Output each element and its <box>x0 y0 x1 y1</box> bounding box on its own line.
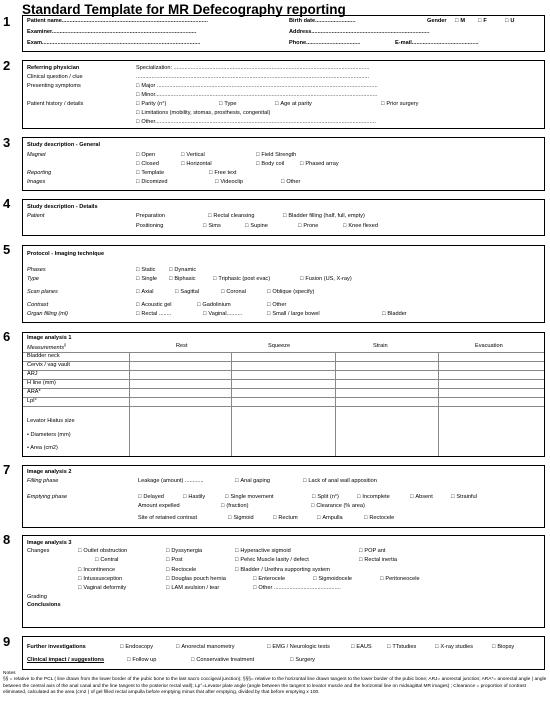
incontinence-checkbox[interactable]: □ Incontinence <box>78 568 115 574</box>
column-strain: Strain <box>373 343 388 349</box>
table-column-divider <box>129 352 130 456</box>
gender-m-checkbox[interactable]: □ M <box>455 19 465 25</box>
single-checkbox[interactable]: □ Single <box>136 277 157 283</box>
contrast-other-checkbox[interactable]: □ Other <box>267 303 286 309</box>
rectum-checkbox[interactable]: □ Rectum <box>273 516 298 522</box>
pelvic-laxity-checkbox[interactable]: □ Pelvic Muscle laxity / defect <box>235 558 309 564</box>
amount-expelled-label: Amount expelled <box>138 503 180 509</box>
address-field[interactable]: Address............................................................................ <box>289 29 430 35</box>
preparation-label: Preparation <box>136 213 165 219</box>
changes-other-field[interactable]: □ Other ........................................... <box>253 586 341 592</box>
fusion-checkbox[interactable]: □ Fusion (US, X-ray) <box>300 277 352 283</box>
lam-avulsion-checkbox[interactable]: □ LAM avulsion / tear <box>166 586 219 592</box>
section-further <box>22 636 545 670</box>
diameters-label: • Diameters (mm) <box>27 432 71 438</box>
fraction-checkbox[interactable]: □ (fraction) <box>221 504 248 510</box>
horizontal-checkbox[interactable]: □ Horizontal <box>181 162 212 168</box>
bladder-checkbox[interactable]: □ Bladder <box>382 312 407 318</box>
central-checkbox[interactable]: □ Central <box>95 558 118 564</box>
anal-gaping-checkbox[interactable]: □ Anal gaping <box>235 479 270 485</box>
table-row-label: H line (mm) <box>27 380 56 386</box>
rectocele-changes-checkbox[interactable]: □ Rectocele <box>166 568 196 574</box>
section-patient-info <box>22 15 545 52</box>
table-column-divider <box>231 352 232 456</box>
parity-checkbox[interactable]: □ Parity (n°) <box>136 102 166 108</box>
conclusions-label: Conclusions <box>27 602 61 608</box>
prone-checkbox[interactable]: □ Prone <box>298 224 318 230</box>
videoclip-checkbox[interactable]: □ Videoclip <box>215 180 243 186</box>
table-row-divider <box>23 388 544 389</box>
table-row-divider <box>23 406 544 407</box>
contrast-label: Contrast <box>27 302 49 308</box>
biphasic-checkbox[interactable]: □ Biphasic <box>169 277 196 283</box>
area-label: • Area (cm2) <box>27 445 58 451</box>
oblique-checkbox[interactable]: □ Oblique (specify) <box>267 290 314 296</box>
changes-label: Changes <box>27 548 50 554</box>
table-row-divider <box>23 370 544 371</box>
enterocele-checkbox[interactable]: □ Enterocele <box>253 577 285 583</box>
biopsy-checkbox[interactable]: □ Biopsy <box>492 645 514 651</box>
table-row-divider <box>23 361 544 362</box>
sagittal-checkbox[interactable]: □ Sagittal <box>175 290 199 296</box>
xray-checkbox[interactable]: □ X-ray studies <box>435 645 473 651</box>
clinical-impact-label: Clinical impact / suggestions <box>27 657 105 663</box>
endoscopy-checkbox[interactable]: □ Endoscopy <box>120 645 153 651</box>
history-other-field[interactable]: □ Other.............................................................................................................................................. <box>136 120 376 126</box>
acoustic-gel-checkbox[interactable]: □ Acoustic gel <box>136 303 172 309</box>
table-column-divider <box>335 352 336 456</box>
supine-checkbox[interactable]: □ Supine <box>245 224 268 230</box>
strainful-checkbox[interactable]: □ Strainful <box>451 495 477 501</box>
patient-name-field[interactable]: Patient name.............................................................................................. <box>27 18 208 24</box>
clinical-question-label: Clinical question / clue <box>27 74 83 80</box>
levator-hiatus-label: Levator Hiatus size <box>27 418 75 424</box>
absent-checkbox[interactable]: □ Absent <box>410 495 433 501</box>
free-text-checkbox[interactable]: □ Free text <box>209 171 236 177</box>
section-number-2: 2 <box>3 58 11 73</box>
table-row-label: Lpl° <box>27 398 37 404</box>
vaginal-deformity-checkbox[interactable]: □ Vaginal deformity <box>78 586 126 592</box>
page-title: Standard Template for MR Defecography reporting <box>22 2 346 17</box>
table-column-divider <box>438 352 439 456</box>
images-other-checkbox[interactable]: □ Other <box>281 180 300 186</box>
table-row-label: ARJ <box>27 371 38 377</box>
notes-text: §§ = relative to the PCL ( line drawn from the lower border of the pubic bone to the last sacro coccigeal junction); §§§= relative to the horizontal line drawn tangent to the lower border of the pubic bone; ARJ= anorectal junction; ARA*= anorectal angle ( angle between the central axis of the anal canal and the line tangent to the posterior rectal wall); Lp°=Levator plate angle (angle between the tangent to levator muscle and the horizontal line on midsagittal MR images) ; Clearance = proportion of contrast eliminated, calculated as the area (cm2 ) of gel filled rectal ampulla before emptying minus that after emptying, divided by that before emptying x 100. <box>3 677 547 696</box>
sims-checkbox[interactable]: □ Sims <box>203 224 221 230</box>
emg-checkbox[interactable]: □ EMG / Neurologic tests <box>267 645 330 651</box>
section-number-4: 4 <box>3 196 11 211</box>
table-row-label: ARA* <box>27 389 41 395</box>
coronal-checkbox[interactable]: □ Coronal <box>221 290 246 296</box>
phased-array-checkbox[interactable]: □ Phased array <box>300 162 339 168</box>
triphasic-checkbox[interactable]: □ Triphasic (post evac) <box>213 277 270 283</box>
specialization-field[interactable]: Specialization: .............................................................................................................................. <box>136 65 370 71</box>
dyssynergia-checkbox[interactable]: □ Dyssynergia <box>166 549 202 555</box>
field-strength-checkbox[interactable]: □ Field Strength <box>256 153 296 159</box>
image-analysis-2-heading: Image analysis 2 <box>27 469 72 475</box>
static-checkbox[interactable]: □ Static <box>136 268 155 274</box>
email-field[interactable]: E-mail........................................... <box>395 40 479 46</box>
clinical-question-field[interactable]: ...................................................................................................................................................... <box>136 74 370 80</box>
ampulla-checkbox[interactable]: □ Ampulla <box>317 516 343 522</box>
exam-field[interactable]: Exam...................................................................................................... <box>27 40 201 46</box>
dicomized-checkbox[interactable]: □ Dicomized <box>136 180 168 186</box>
single-movement-checkbox[interactable]: □ Single movement <box>225 495 274 501</box>
emptying-phase-label: Emptying phase <box>27 494 68 500</box>
section-number-3: 3 <box>3 135 11 150</box>
filling-phase-label: Filling phase <box>27 478 59 484</box>
column-squeeze: Squeeze <box>268 343 291 349</box>
hastily-checkbox[interactable]: □ Hastily <box>183 495 205 501</box>
follow-up-checkbox[interactable]: □ Follow up <box>127 658 156 664</box>
incomplete-checkbox[interactable]: □ Incomplete <box>357 495 390 501</box>
phone-field[interactable]: Phone................................... <box>289 40 361 46</box>
leakage-field[interactable]: Leakage (amount) ............ <box>138 478 204 484</box>
manometry-checkbox[interactable]: □ Anorectal manometry <box>176 645 235 651</box>
lack-apposition-checkbox[interactable]: □ Lack of anal wall apposition <box>303 479 377 485</box>
site-retained-label: Site of retained contrast <box>138 515 198 521</box>
section-referring <box>22 60 545 129</box>
limitations-checkbox[interactable]: □ Limitations (mobility, stomas, prosthesis, congenital) <box>136 111 270 117</box>
measurements-label: Measurements§ <box>27 342 67 351</box>
clearance-checkbox[interactable]: □ Clearance (% area) <box>311 504 365 510</box>
section-protocol <box>22 245 545 323</box>
section-image-analysis-3 <box>22 535 545 628</box>
magnet-label: Magnet <box>27 152 46 158</box>
major-field[interactable]: □ Major .............................................................................................................................................. <box>136 84 378 90</box>
type-checkbox[interactable]: □ Type <box>219 102 237 108</box>
protocol-heading: Protocol - Imaging technique <box>27 251 105 257</box>
section-number-7: 7 <box>3 462 11 477</box>
knee-flexed-checkbox[interactable]: □ Knee flexed <box>343 224 378 230</box>
section-image-analysis-2 <box>22 465 545 528</box>
study-general-heading: Study description - General <box>27 142 101 148</box>
column-evacuation: Evacuation <box>475 343 503 349</box>
section-number-9: 9 <box>3 634 11 649</box>
small-large-bowel-checkbox[interactable]: □ Small / large bowel <box>267 312 320 318</box>
rectal-cleansing-checkbox[interactable]: □ Rectal cleansing <box>208 214 254 220</box>
rectal-checkbox[interactable]: □ Rectal ........ <box>136 312 171 318</box>
sigmoid-checkbox[interactable]: □ Sigmoid <box>228 516 254 522</box>
presenting-label: Presenting symptoms <box>27 83 81 89</box>
template-checkbox[interactable]: □ Template <box>136 171 164 177</box>
intussusception-checkbox[interactable]: □ Intussusception <box>78 577 122 583</box>
table-row-divider <box>23 379 544 380</box>
patient-label: Patient <box>27 213 45 219</box>
table-row-divider <box>23 397 544 398</box>
positioning-label: Positioning <box>136 223 164 229</box>
gender-u-checkbox[interactable]: □ U <box>505 19 514 25</box>
sigmoidocele-checkbox[interactable]: □ Sigmoidocele <box>313 577 352 583</box>
ttstudies-checkbox[interactable]: □ TTstudies <box>387 645 416 651</box>
split-checkbox[interactable]: □ Split (n°) <box>312 495 339 501</box>
examiner-field[interactable]: Examiner............................................................................................. <box>27 29 197 35</box>
section-image-analysis-1 <box>22 332 545 457</box>
gadolinium-checkbox[interactable]: □ Gadolinium <box>197 303 231 309</box>
table-row-label: Bladder neck <box>27 353 60 359</box>
delayed-checkbox[interactable]: □ Delayed <box>138 495 164 501</box>
gender-label: Gender <box>427 18 447 24</box>
age-parity-checkbox[interactable]: □ Age at parity <box>275 102 312 108</box>
axial-checkbox[interactable]: □ Axial <box>136 290 154 296</box>
dynamic-checkbox[interactable]: □ Dynamic <box>169 268 196 274</box>
notes-heading: Notes <box>3 671 16 676</box>
images-label: Images <box>27 179 46 185</box>
section-study-details <box>22 199 545 236</box>
birth-date-field[interactable]: Birth date.......................... <box>289 18 356 24</box>
history-label: Patient history / details <box>27 101 84 107</box>
vaginal-checkbox[interactable]: □ Vaginal.......... <box>203 312 242 318</box>
peritoneocele-checkbox[interactable]: □ Peritoneocele <box>380 577 420 583</box>
rectal-inertia-checkbox[interactable]: □ Rectal inertia <box>359 558 397 564</box>
surgery-checkbox[interactable]: □ Surgery <box>290 658 315 664</box>
image-analysis-3-heading: Image analysis 3 <box>27 540 72 546</box>
study-details-heading: Study description - Details <box>27 204 98 210</box>
eaus-checkbox[interactable]: □ EAUS <box>351 645 372 651</box>
type-label: Type <box>27 276 40 282</box>
conservative-checkbox[interactable]: □ Conservative treatment <box>191 658 254 664</box>
table-row-label: Cervix / vag vault <box>27 362 70 368</box>
closed-checkbox[interactable]: □ Closed <box>136 162 159 168</box>
notes <box>3 671 547 697</box>
section-number-1: 1 <box>3 14 11 29</box>
further-investigations-label: Further investigations <box>27 644 86 650</box>
minor-field[interactable]: □ Minor............................................................................................................................................... <box>136 93 377 99</box>
scan-planes-label: Scan planes <box>27 289 58 295</box>
reporting-label: Reporting <box>27 170 52 176</box>
phases-label: Phases <box>27 267 46 273</box>
section-number-5: 5 <box>3 242 11 257</box>
prior-surgery-checkbox[interactable]: □ Prior surgery <box>381 102 418 108</box>
vertical-checkbox[interactable]: □ Vertical <box>181 153 205 159</box>
grading-label: Grading <box>27 594 47 600</box>
gender-f-checkbox[interactable]: □ F <box>478 19 487 25</box>
pop-ant-checkbox[interactable]: □ POP ant <box>359 549 385 555</box>
hyperactive-sigmoid-checkbox[interactable]: □ Hyperactive sigmoid <box>235 549 291 555</box>
table-row-divider <box>23 352 544 353</box>
section-study-general <box>22 137 545 191</box>
organ-filling-label: Organ filling (ml) <box>27 311 69 317</box>
bladder-urethra-checkbox[interactable]: □ Bladder / Urethra supporting system <box>235 568 330 574</box>
section-number-6: 6 <box>3 329 11 344</box>
body-coil-checkbox[interactable]: □ Body coil <box>256 162 284 168</box>
column-rest: Rest <box>176 343 188 349</box>
douglas-hernia-checkbox[interactable]: □ Douglas pouch hernia <box>166 577 226 583</box>
bladder-filling-checkbox[interactable]: □ Bladder filling (half, full, empty) <box>283 214 365 220</box>
outlet-obstruction-checkbox[interactable]: □ Outlet obstruction <box>78 549 127 555</box>
rectocele-checkbox[interactable]: □ Rectocele <box>364 516 394 522</box>
referring-heading: Referring physician <box>27 65 80 71</box>
image-analysis-1-heading: Image analysis 1 <box>27 335 72 341</box>
open-checkbox[interactable]: □ Open <box>136 153 155 159</box>
post-checkbox[interactable]: □ Post <box>166 558 183 564</box>
section-number-8: 8 <box>3 532 11 547</box>
